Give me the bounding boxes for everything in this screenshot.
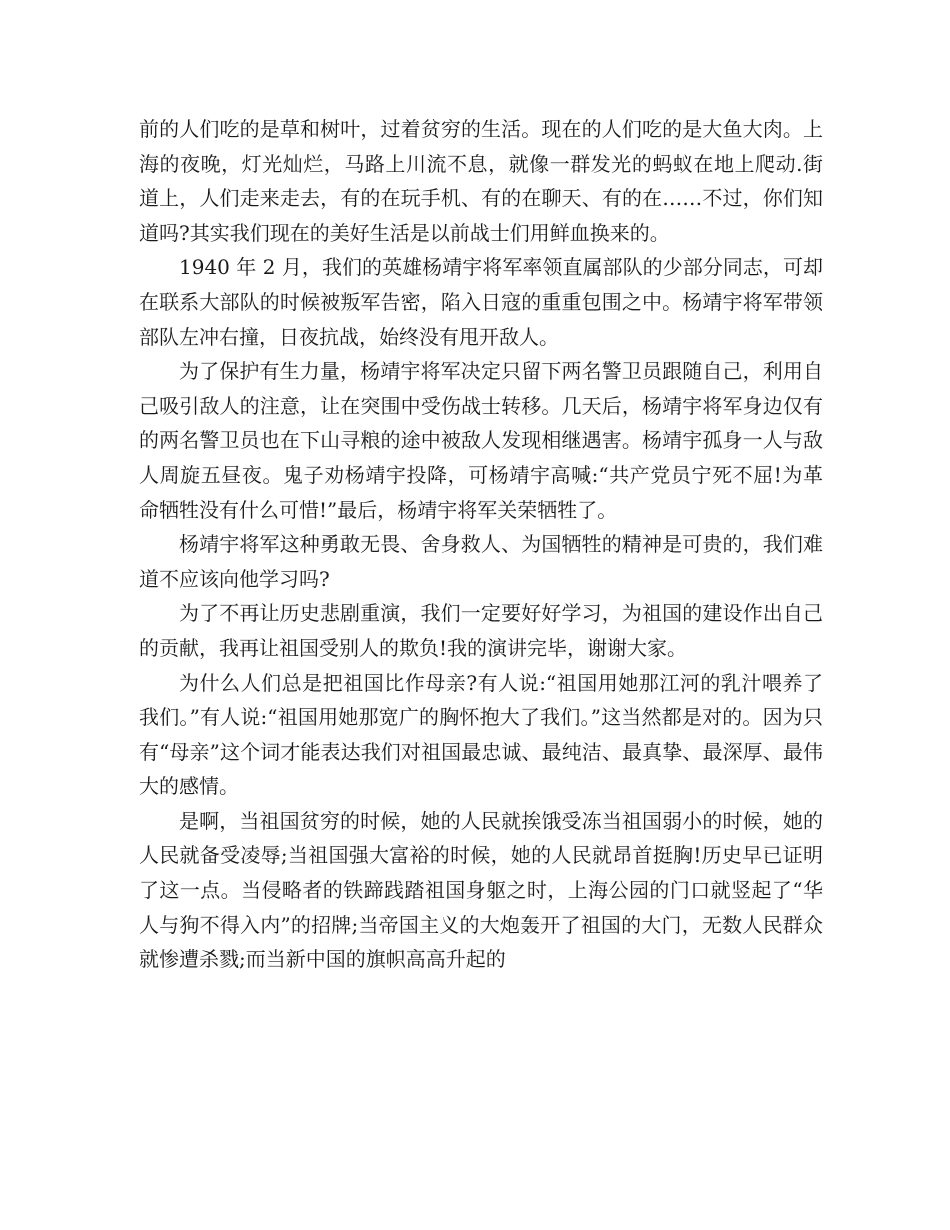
- paragraph-3: 为了保护有生力量，杨靖宇将军决定只留下两名警卫员跟随自己，利用自己吸引敌人的注意，让在突围中受伤战士转移。几天后，杨靖宇将军身边仅有的两名警卫员也在下山寻粮的途中被敌人发现相继遇害。杨靖宇孤身一人与敌人周旋五昼夜。鬼子劝杨靖宇投降，可杨靖宇高喊:“共产党员宁死不屈!为革命牺牲没有什么可惜!”最后，杨靖宇将军关荣牺牲了。: [139, 359, 823, 522]
- paragraph-7: 是啊，当祖国贫穷的时候，她的人民就挨饿受冻当祖国弱小的时候，她的人民就备受凌辱;当祖国强大富裕的时候，她的人民就昂首挺胸!历史早已证明了这一点。当侵略者的铁蹄践踏祖国身躯之时，上海公园的门口就竖起了“华人与狗不得入内”的招牌;当帝国主义的大炮轰开了祖国的大门，无数人民群众就惨遭杀戮;而当新中国的旗帜高高升起的: [139, 808, 823, 972]
- paragraph-6: 为什么人们总是把祖国比作母亲?有人说:“祖国用她那江河的乳汁喂养了我们。”有人说:“祖国用她那宽广的胸怀抱大了我们。”这当然都是对的。因为只有“母亲”这个词才能表达我们对祖国最忠诚、最纯洁、最真挚、最深厚、最伟大的感情。: [139, 670, 823, 799]
- paragraph-5: 为了不再让历史悲剧重演，我们一定要好好学习，为祖国的建设作出自己的贡献，我再让祖国受别人的欺负!我的演讲完毕，谢谢大家。: [139, 601, 823, 660]
- document-page: [139, 112, 823, 977]
- paragraph-4: 杨靖宇将军这种勇敢无畏、舍身救人、为国牺牲的精神是可贵的，我们难道不应该向他学习吗?: [139, 532, 823, 591]
- paragraph-2: 1940 年 2 月，我们的英雄杨靖宇将军率领直属部队的少部分同志，可却在联系大部队的时候被叛军告密，陷入日寇的重重包围之中。杨靖宇将军带领部队左冲右撞，日夜抗战，始终没有甩开敌人。: [139, 255, 823, 349]
- paragraph-1: 前的人们吃的是草和树叶，过着贫穷的生活。现在的人们吃的是大鱼大肉。上海的夜晚，灯光灿烂，马路上川流不息，就像一群发光的蚂蚁在地上爬动.街道上，人们走来走去，有的在玩手机、有的在聊天、有的在……不过，你们知道吗?其实我们现在的美好生活是以前战士们用鲜血换来的。: [139, 117, 823, 245]
